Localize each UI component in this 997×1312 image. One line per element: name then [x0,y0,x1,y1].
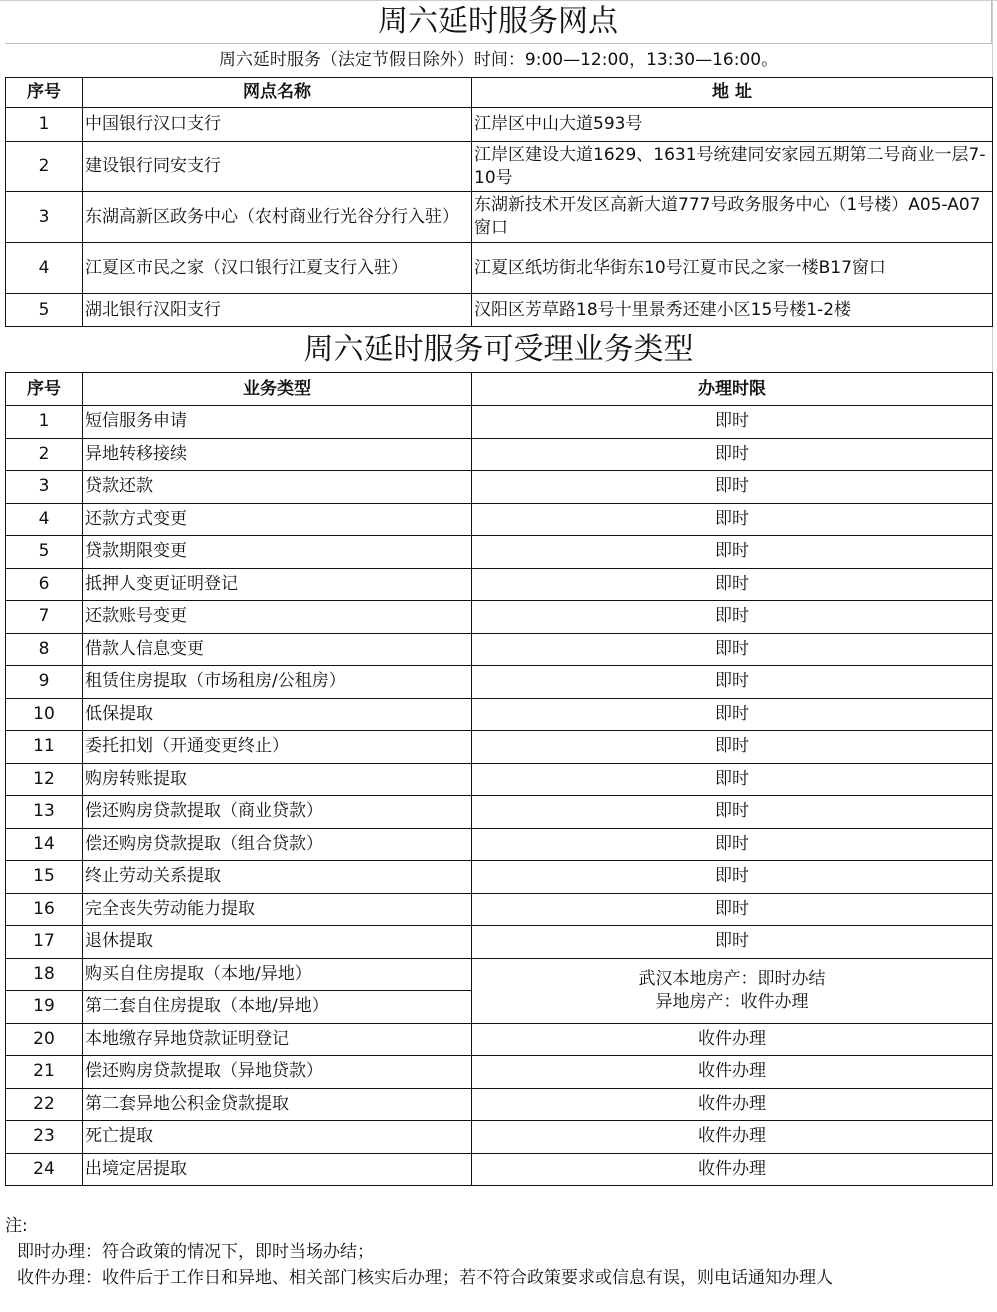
table-row [6,438,993,471]
row-no: 20 [6,1023,83,1056]
table-row [6,861,993,894]
table-row [6,192,993,243]
table-row [6,471,993,504]
note-receipt: 收件办理：收件后于工作日和异地、相关部门核实后办理；若不符合政策要求或信息有误，则电话通知办理人 [17,1268,833,1288]
time-limit: 即时 [472,796,993,829]
business-type: 偿还购房贷款提取（异地贷款） [83,1056,472,1089]
row-no: 24 [6,1153,83,1186]
table-row [6,294,993,327]
business-type: 租赁住房提取（市场租房/公租房） [83,666,472,699]
business-type: 购房转账提取 [83,763,472,796]
row-no: 7 [6,601,83,634]
outlet-address: 江岸区建设大道1629、1631号统建同安家园五期第二号商业一层7-10号 [472,142,993,192]
row-no: 8 [6,633,83,666]
time-limit: 收件办理 [472,1153,993,1186]
table-row [6,108,993,142]
table-row [6,568,993,601]
merged-limit-local: 武汉本地房产：即时办结 [638,968,826,989]
time-limit: 即时 [472,763,993,796]
business-type: 低保提取 [83,698,472,731]
business-type: 贷款期限变更 [83,536,472,569]
business-type: 抵押人变更证明登记 [83,568,472,601]
row-no: 15 [6,861,83,894]
time-limit: 即时 [472,731,993,764]
time-limit: 收件办理 [472,1121,993,1154]
business-type: 短信服务申请 [83,406,472,439]
row-no: 4 [6,243,83,294]
header-no: 序号 [6,78,83,108]
table-row [6,1056,993,1089]
time-limit: 即时 [472,828,993,861]
header-business-type: 业务类型 [83,373,472,406]
table-row [6,142,993,192]
header-address: 地 址 [472,78,993,108]
table-row [6,1121,993,1154]
row-no: 18 [6,958,83,991]
business-type: 完全丧失劳动能力提取 [83,893,472,926]
row-no: 12 [6,763,83,796]
business-type: 终止劳动关系提取 [83,861,472,894]
time-limit: 即时 [472,568,993,601]
business-type: 购买自住房提取（本地/异地） [83,958,472,991]
row-no: 2 [6,142,83,192]
business-type: 退休提取 [83,926,472,959]
row-no: 5 [6,536,83,569]
row-no: 1 [6,108,83,142]
table-row [6,666,993,699]
row-no: 16 [6,893,83,926]
row-no: 1 [6,406,83,439]
table-row [6,1153,993,1186]
business-type: 死亡提取 [83,1121,472,1154]
notes [5,1213,833,1291]
row-no: 3 [6,471,83,504]
row-no: 5 [6,294,83,327]
business-type: 贷款还款 [83,471,472,504]
business-type: 还款账号变更 [83,601,472,634]
business-type: 偿还购房贷款提取（组合贷款） [83,828,472,861]
outlet-name: 江夏区市民之家（汉口银行江夏支行入驻） [83,243,472,294]
table-row [6,763,993,796]
row-no: 13 [6,796,83,829]
business-type: 第二套异地公积金贷款提取 [83,1088,472,1121]
outlets-title: 周六延时服务网点 [5,0,992,44]
outlet-name: 东湖高新区政务中心（农村商业行光谷分行入驻） [83,192,472,243]
business-types-table [5,372,993,1186]
note-immediate: 即时办理：符合政策的情况下，即时当场办结； [17,1242,374,1262]
business-type: 出境定居提取 [83,1153,472,1186]
business-type: 委托扣划（开通变更终止） [83,731,472,764]
business-type: 借款人信息变更 [83,633,472,666]
time-limit: 收件办理 [472,1023,993,1056]
outlets-header-row [6,78,993,108]
row-no: 22 [6,1088,83,1121]
time-limit: 即时 [472,893,993,926]
header-time-limit: 办理时限 [472,373,993,406]
row-no: 10 [6,698,83,731]
table-row [6,1088,993,1121]
business-type: 异地转移接续 [83,438,472,471]
table-row [6,926,993,959]
table-row [6,796,993,829]
time-limit: 即时 [472,503,993,536]
outlet-name: 中国银行汉口支行 [83,108,472,142]
table-row [6,243,993,294]
table-row [6,731,993,764]
table-row [6,601,993,634]
row-no: 23 [6,1121,83,1154]
time-limit: 即时 [472,406,993,439]
time-limit: 即时 [472,861,993,894]
time-limit: 即时 [472,666,993,699]
row-no: 6 [6,568,83,601]
business-types-title: 周六延时服务可受理业务类型 [303,332,694,367]
row-no: 2 [6,438,83,471]
outlet-address: 江夏区纸坊街北华街东10号江夏市民之家一楼B17窗口 [472,243,993,294]
row-no: 14 [6,828,83,861]
outlet-address: 汉阳区芳草路18号十里景秀还建小区15号楼1-2楼 [472,294,993,327]
outlet-address: 江岸区中山大道593号 [472,108,993,142]
business-type: 还款方式变更 [83,503,472,536]
table-row [6,828,993,861]
table-row [6,958,993,991]
time-limit: 即时 [472,601,993,634]
time-limit: 收件办理 [472,1088,993,1121]
outlet-address: 东湖新技术开发区高新大道777号政务服务中心（1号楼）A05-A07窗口 [472,192,993,243]
outlet-name: 湖北银行汉阳支行 [83,294,472,327]
time-limit: 即时 [472,438,993,471]
merged-limit-remote: 异地房产：收件办理 [655,991,809,1012]
time-limit: 即时 [472,926,993,959]
row-no: 4 [6,503,83,536]
spreadsheet [5,0,992,1186]
time-limit: 即时 [472,536,993,569]
header-outlet-name: 网点名称 [83,78,472,108]
row-no: 3 [6,192,83,243]
business-type: 第二套自住房提取（本地/异地） [83,991,472,1024]
time-limit: 即时 [472,698,993,731]
outlets-table [5,77,993,327]
row-no: 17 [6,926,83,959]
table-row [6,406,993,439]
row-no: 9 [6,666,83,699]
row-no: 11 [6,731,83,764]
table-row [6,893,993,926]
outlet-name: 建设银行同安支行 [83,142,472,192]
table-row [6,536,993,569]
time-limit: 即时 [472,633,993,666]
table-row [6,503,993,536]
header-no: 序号 [6,373,83,406]
service-hours: 周六延时服务（法定节假日除外）时间：9:00—12:00，13:30—16:00。 [218,50,779,70]
time-limit: 收件办理 [472,1056,993,1089]
notes-label: 注: [5,1216,28,1236]
row-no: 21 [6,1056,83,1089]
table-row [6,633,993,666]
row-no: 19 [6,991,83,1024]
business-header-row [6,373,993,406]
merged-time-limit [472,958,993,1023]
business-type: 偿还购房贷款提取（商业贷款） [83,796,472,829]
table-row [6,698,993,731]
table-row [6,1023,993,1056]
time-limit: 即时 [472,471,993,504]
business-type: 本地缴存异地贷款证明登记 [83,1023,472,1056]
